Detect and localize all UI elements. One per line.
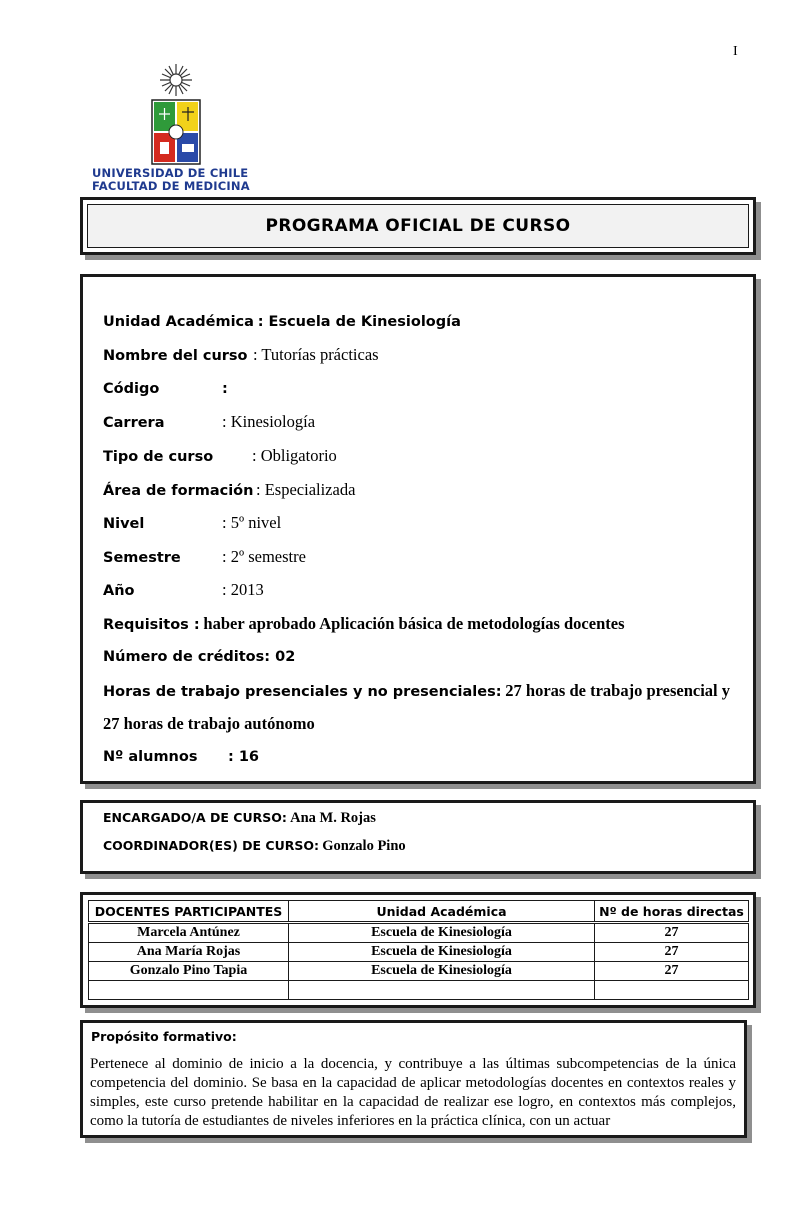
header-unidad: Unidad Académica — [289, 901, 595, 923]
carrera-label: Carrera — [103, 415, 165, 431]
nivel-value: : 5º nivel — [222, 513, 282, 532]
faculty-name: FACULTAD DE MEDICINA — [92, 179, 250, 193]
university-name: UNIVERSIDAD DE CHILE — [92, 166, 249, 180]
header-docentes: DOCENTES PARTICIPANTES — [89, 901, 289, 923]
purpose-box — [80, 1020, 747, 1138]
info-semestre — [103, 547, 306, 568]
encargado-label: ENCARGADO/A DE CURSO: — [103, 810, 287, 825]
info-tipo — [103, 446, 337, 467]
docente-unidad — [289, 981, 595, 1000]
staff-encargado — [103, 810, 376, 827]
docente-name: Marcela Antúnez — [89, 923, 289, 943]
horas-value-line2: 27 horas de trabajo autónomo — [103, 714, 315, 733]
docente-horas: 27 — [595, 962, 749, 981]
docente-name — [89, 981, 289, 1000]
info-horas — [103, 681, 730, 702]
info-unidad — [103, 312, 461, 332]
tipo-label: Tipo de curso — [103, 449, 214, 465]
docente-horas: 27 — [595, 923, 749, 943]
docente-unidad: Escuela de Kinesiología — [289, 923, 595, 943]
info-carrera — [103, 412, 315, 433]
info-requisitos — [103, 614, 625, 635]
table-row — [89, 962, 749, 981]
semestre-label: Semestre — [103, 550, 181, 566]
unidad-value: : Escuela de Kinesiología — [257, 314, 461, 330]
info-nivel — [103, 513, 281, 534]
requisitos-label: Requisitos : — [103, 617, 200, 633]
shield-icon — [152, 100, 200, 164]
table-row — [89, 923, 749, 943]
info-anio — [103, 580, 264, 601]
encargado-value: Ana M. Rojas — [290, 810, 376, 826]
table-row-empty — [89, 981, 749, 1000]
coordinador-label: COORDINADOR(ES) DE CURSO: — [103, 838, 320, 853]
docente-unidad: Escuela de Kinesiología — [289, 943, 595, 962]
semestre-value: : 2º semestre — [222, 547, 306, 566]
horas-label: Horas de trabajo presenciales y no presenciales: — [103, 684, 502, 700]
staff-coordinador — [103, 838, 406, 855]
requisitos-value: haber aprobado Aplicación básica de metodologías docentes — [203, 614, 625, 633]
area-label: Área de formación — [103, 483, 254, 499]
university-shield-logo — [148, 62, 204, 166]
course-info-box — [80, 274, 756, 784]
course-staff-box — [80, 800, 756, 874]
docente-unidad: Escuela de Kinesiología — [289, 962, 595, 981]
page-number: I — [733, 44, 738, 59]
info-area — [103, 480, 355, 501]
horas-value-line1: 27 horas de trabajo presencial y — [505, 681, 731, 700]
title-box — [80, 197, 756, 255]
docente-name: Gonzalo Pino Tapia — [89, 962, 289, 981]
tipo-value: : Obligatorio — [252, 446, 337, 465]
info-nombre — [103, 345, 379, 366]
alumnos-label: Nº alumnos — [103, 749, 198, 765]
area-value: : Especializada — [256, 480, 356, 499]
docente-horas — [595, 981, 749, 1000]
coordinador-value: Gonzalo Pino — [322, 838, 406, 854]
star-emblem-icon — [160, 64, 192, 96]
table-header-row — [89, 901, 749, 923]
page-title: PROGRAMA OFICIAL DE CURSO — [265, 216, 571, 236]
docente-horas: 27 — [595, 943, 749, 962]
purpose-text: Pertenece al dominio de inicio a la docencia, y contribuye a las últimas subcompetencias de la única competencia del dominio. Se basa en la capacidad de aplicar metodologías docentes en contextos reales y simples, este curso pretende habilitar en la capacidad de realizar ese logro, en contextos más complejos, como la tutoría de estudiantes de niveles inferiores en la práctica clínica, con un actuar — [90, 1056, 736, 1129]
carrera-value: : Kinesiología — [222, 412, 316, 431]
nombre-value: : Tutorías prácticas — [253, 345, 379, 364]
table-row — [89, 943, 749, 962]
header-horas: Nº de horas directas — [595, 901, 749, 923]
university-header — [92, 167, 250, 193]
alumnos-value: : 16 — [228, 749, 260, 765]
anio-value: : 2013 — [222, 580, 264, 599]
docente-name: Ana María Rojas — [89, 943, 289, 962]
codigo-label: Código — [103, 381, 160, 397]
docentes-table — [88, 900, 749, 1000]
info-codigo — [103, 379, 228, 399]
nombre-label: Nombre del curso — [103, 348, 248, 364]
info-creditos — [103, 647, 295, 667]
nivel-label: Nivel — [103, 516, 145, 532]
info-alumnos — [103, 747, 259, 767]
anio-label: Año — [103, 583, 135, 599]
creditos-label: Número de créditos: 02 — [103, 649, 296, 665]
unidad-label: Unidad Académica — [103, 314, 254, 330]
purpose-title: Propósito formativo: — [91, 1029, 237, 1044]
info-horas-cont — [103, 714, 315, 735]
codigo-value: : — [222, 381, 228, 397]
docentes-box — [80, 892, 756, 1008]
